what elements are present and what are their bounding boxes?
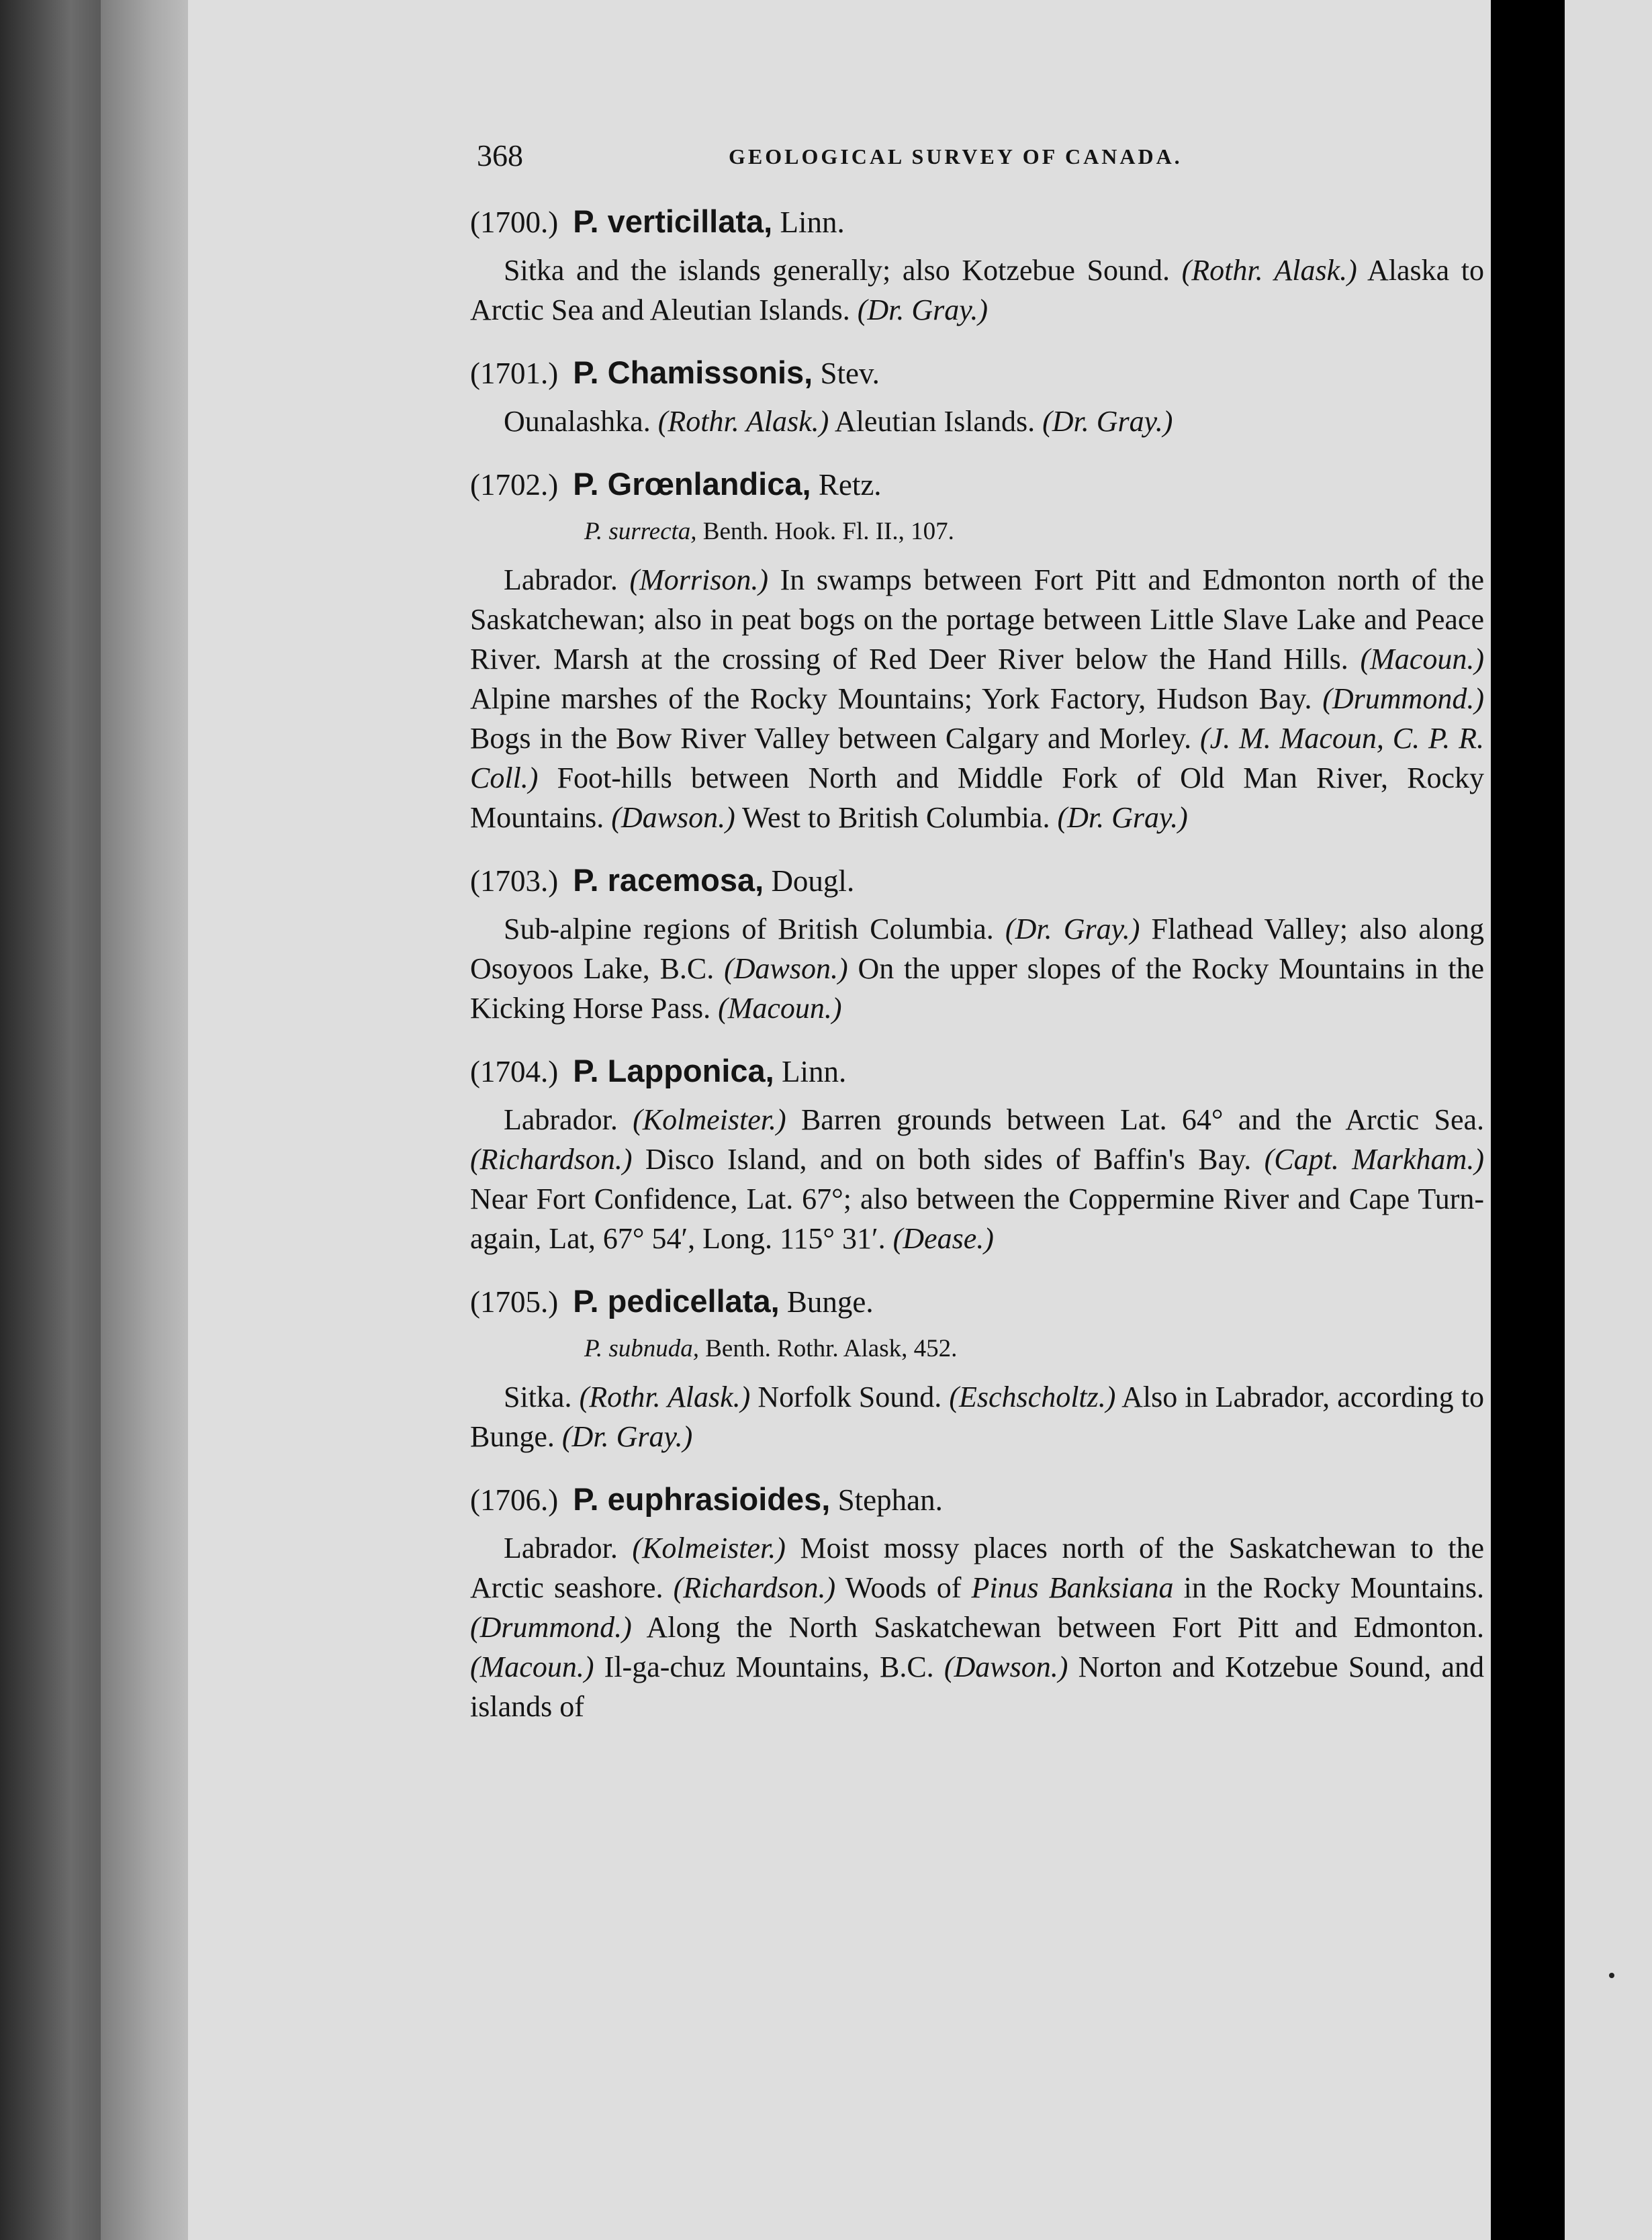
- species-authority: Linn.: [781, 1055, 847, 1088]
- species-authority: Retz.: [818, 468, 882, 502]
- entry-number: (1703.): [470, 864, 559, 898]
- speck: [1609, 1973, 1614, 1978]
- next-page-edge: [1565, 0, 1652, 2240]
- synonym-line: [470, 513, 1484, 551]
- page-number: 368: [477, 138, 523, 173]
- entry-description: Sitka and the islands generally; also Kotzebue Sound. (Rothr. Alask.) Alaska to Arctic Sea and Aleutian Islands. (Dr. Gray.): [470, 254, 1484, 326]
- entry-description: Ounalashka. (Rothr. Alask.) Aleutian Islands. (Dr. Gray.): [504, 405, 1173, 438]
- entry-heading: [470, 353, 1484, 393]
- entry-number: (1700.): [470, 205, 559, 239]
- species-name: P. Chamissonis,: [573, 355, 813, 390]
- species-entry: [470, 353, 1484, 441]
- species-entry: [470, 1051, 1484, 1258]
- synonym-name: P. subnuda,: [584, 1335, 699, 1362]
- synonym-name: P. surrecta,: [584, 518, 697, 545]
- species-entry: [470, 1281, 1484, 1456]
- species-authority: Dougl.: [771, 864, 855, 898]
- entry-description: Sitka. (Rothr. Alask.) Norfolk Sound. (Eschscholtz.) Also in Labrador, according to Bunge. (Dr. Gray.): [470, 1381, 1485, 1453]
- entry-description: Labrador. (Morrison.) In swamps between Fort Pitt and Edmonton north of the Saskatchewan; also in peat bogs on the portage between Little Slave Lake and Peace River. Marsh at the crossing of Red Deer River below the Hand Hills. (Macoun.) Alpine marshes of the Rocky Mountains; York Factory, Hudson Bay. (Drummond.) Bogs in the Bow River Valley between Calgary and Morley. (J. M. Macoun, C. P. R. Coll.) Foot-hills between North and Middle Fork of Old Man River, Rocky Mountains. (Dawson.) West to British Columbia. (Dr. Gray.): [470, 563, 1484, 834]
- entry-number: (1705.): [470, 1285, 559, 1319]
- entry-number: (1701.): [470, 357, 559, 390]
- running-title: GEOLOGICAL SURVEY OF CANADA.: [729, 144, 1183, 169]
- gutter: [1491, 0, 1565, 2240]
- entry-heading: [470, 1479, 1484, 1520]
- entry-heading: [470, 464, 1484, 505]
- synonym-reference: Benth. Hook. Fl. II., 107.: [702, 518, 954, 545]
- species-name: P. Lapponica,: [573, 1053, 774, 1088]
- page-header: [477, 138, 1226, 178]
- species-name: P. Grœnlandica,: [573, 466, 811, 502]
- entry-description: Labrador. (Kolmeister.) Moist mossy places north of the Saskatchewan to the Arctic seashore. (Richardson.) Woods of Pinus Banksiana in the Rocky Mountains. (Drummond.) Along the North Saskatchewan between Fort Pitt and Edmonton. (Macoun.) Il-ga-chuz Mountains, B.C. (Dawson.) Norton and Kotzebue Sound, and islands of: [470, 1532, 1484, 1723]
- species-authority: Stephan.: [837, 1483, 943, 1517]
- page-edge-shadow: [101, 0, 188, 2240]
- entry-heading: [470, 201, 1484, 242]
- species-name: P. euphrasioides,: [573, 1481, 831, 1517]
- synonym-reference: Benth. Rothr. Alask, 452.: [705, 1335, 958, 1362]
- species-name: P. racemosa,: [573, 862, 764, 898]
- synonym-line: [470, 1330, 1484, 1368]
- entry-number: (1704.): [470, 1055, 559, 1088]
- entry-heading: [470, 1281, 1484, 1322]
- species-name: P. verticillata,: [573, 203, 773, 239]
- entry-description: Labrador. (Kolmeister.) Barren grounds between Lat. 64° and the Arctic Sea. (Richardson.) Disco Island, and on both sides of Baffin's Bay. (Capt. Markham.) Near Fort Confidence, Lat. 67°; also between the Coppermine River and Cape Turn-again, Lat, 67° 54′, Long. 115° 31′. (Dease.): [470, 1103, 1485, 1255]
- species-entry: [470, 1479, 1484, 1726]
- entry-heading: [470, 860, 1484, 901]
- entry-description: Sub-alpine regions of British Columbia. (Dr. Gray.) Flathead Valley; also along Osoyoos Lake, B.C. (Dawson.) On the upper slopes of the Rocky Mountains in the Kicking Horse Pass. (Macoun.): [470, 913, 1484, 1025]
- species-authority: Bunge.: [786, 1285, 874, 1319]
- species-entry: [470, 464, 1484, 837]
- species-entries: [470, 201, 1484, 1726]
- species-authority: Stev.: [820, 357, 880, 390]
- species-entry: [470, 201, 1484, 330]
- book-spine: [0, 0, 101, 2240]
- species-authority: Linn.: [780, 205, 845, 239]
- entry-number: (1706.): [470, 1483, 559, 1517]
- entry-heading: [470, 1051, 1484, 1092]
- page-body: [470, 201, 1484, 1749]
- entry-number: (1702.): [470, 468, 559, 502]
- species-name: P. pedicellata,: [573, 1283, 780, 1319]
- species-entry: [470, 860, 1484, 1028]
